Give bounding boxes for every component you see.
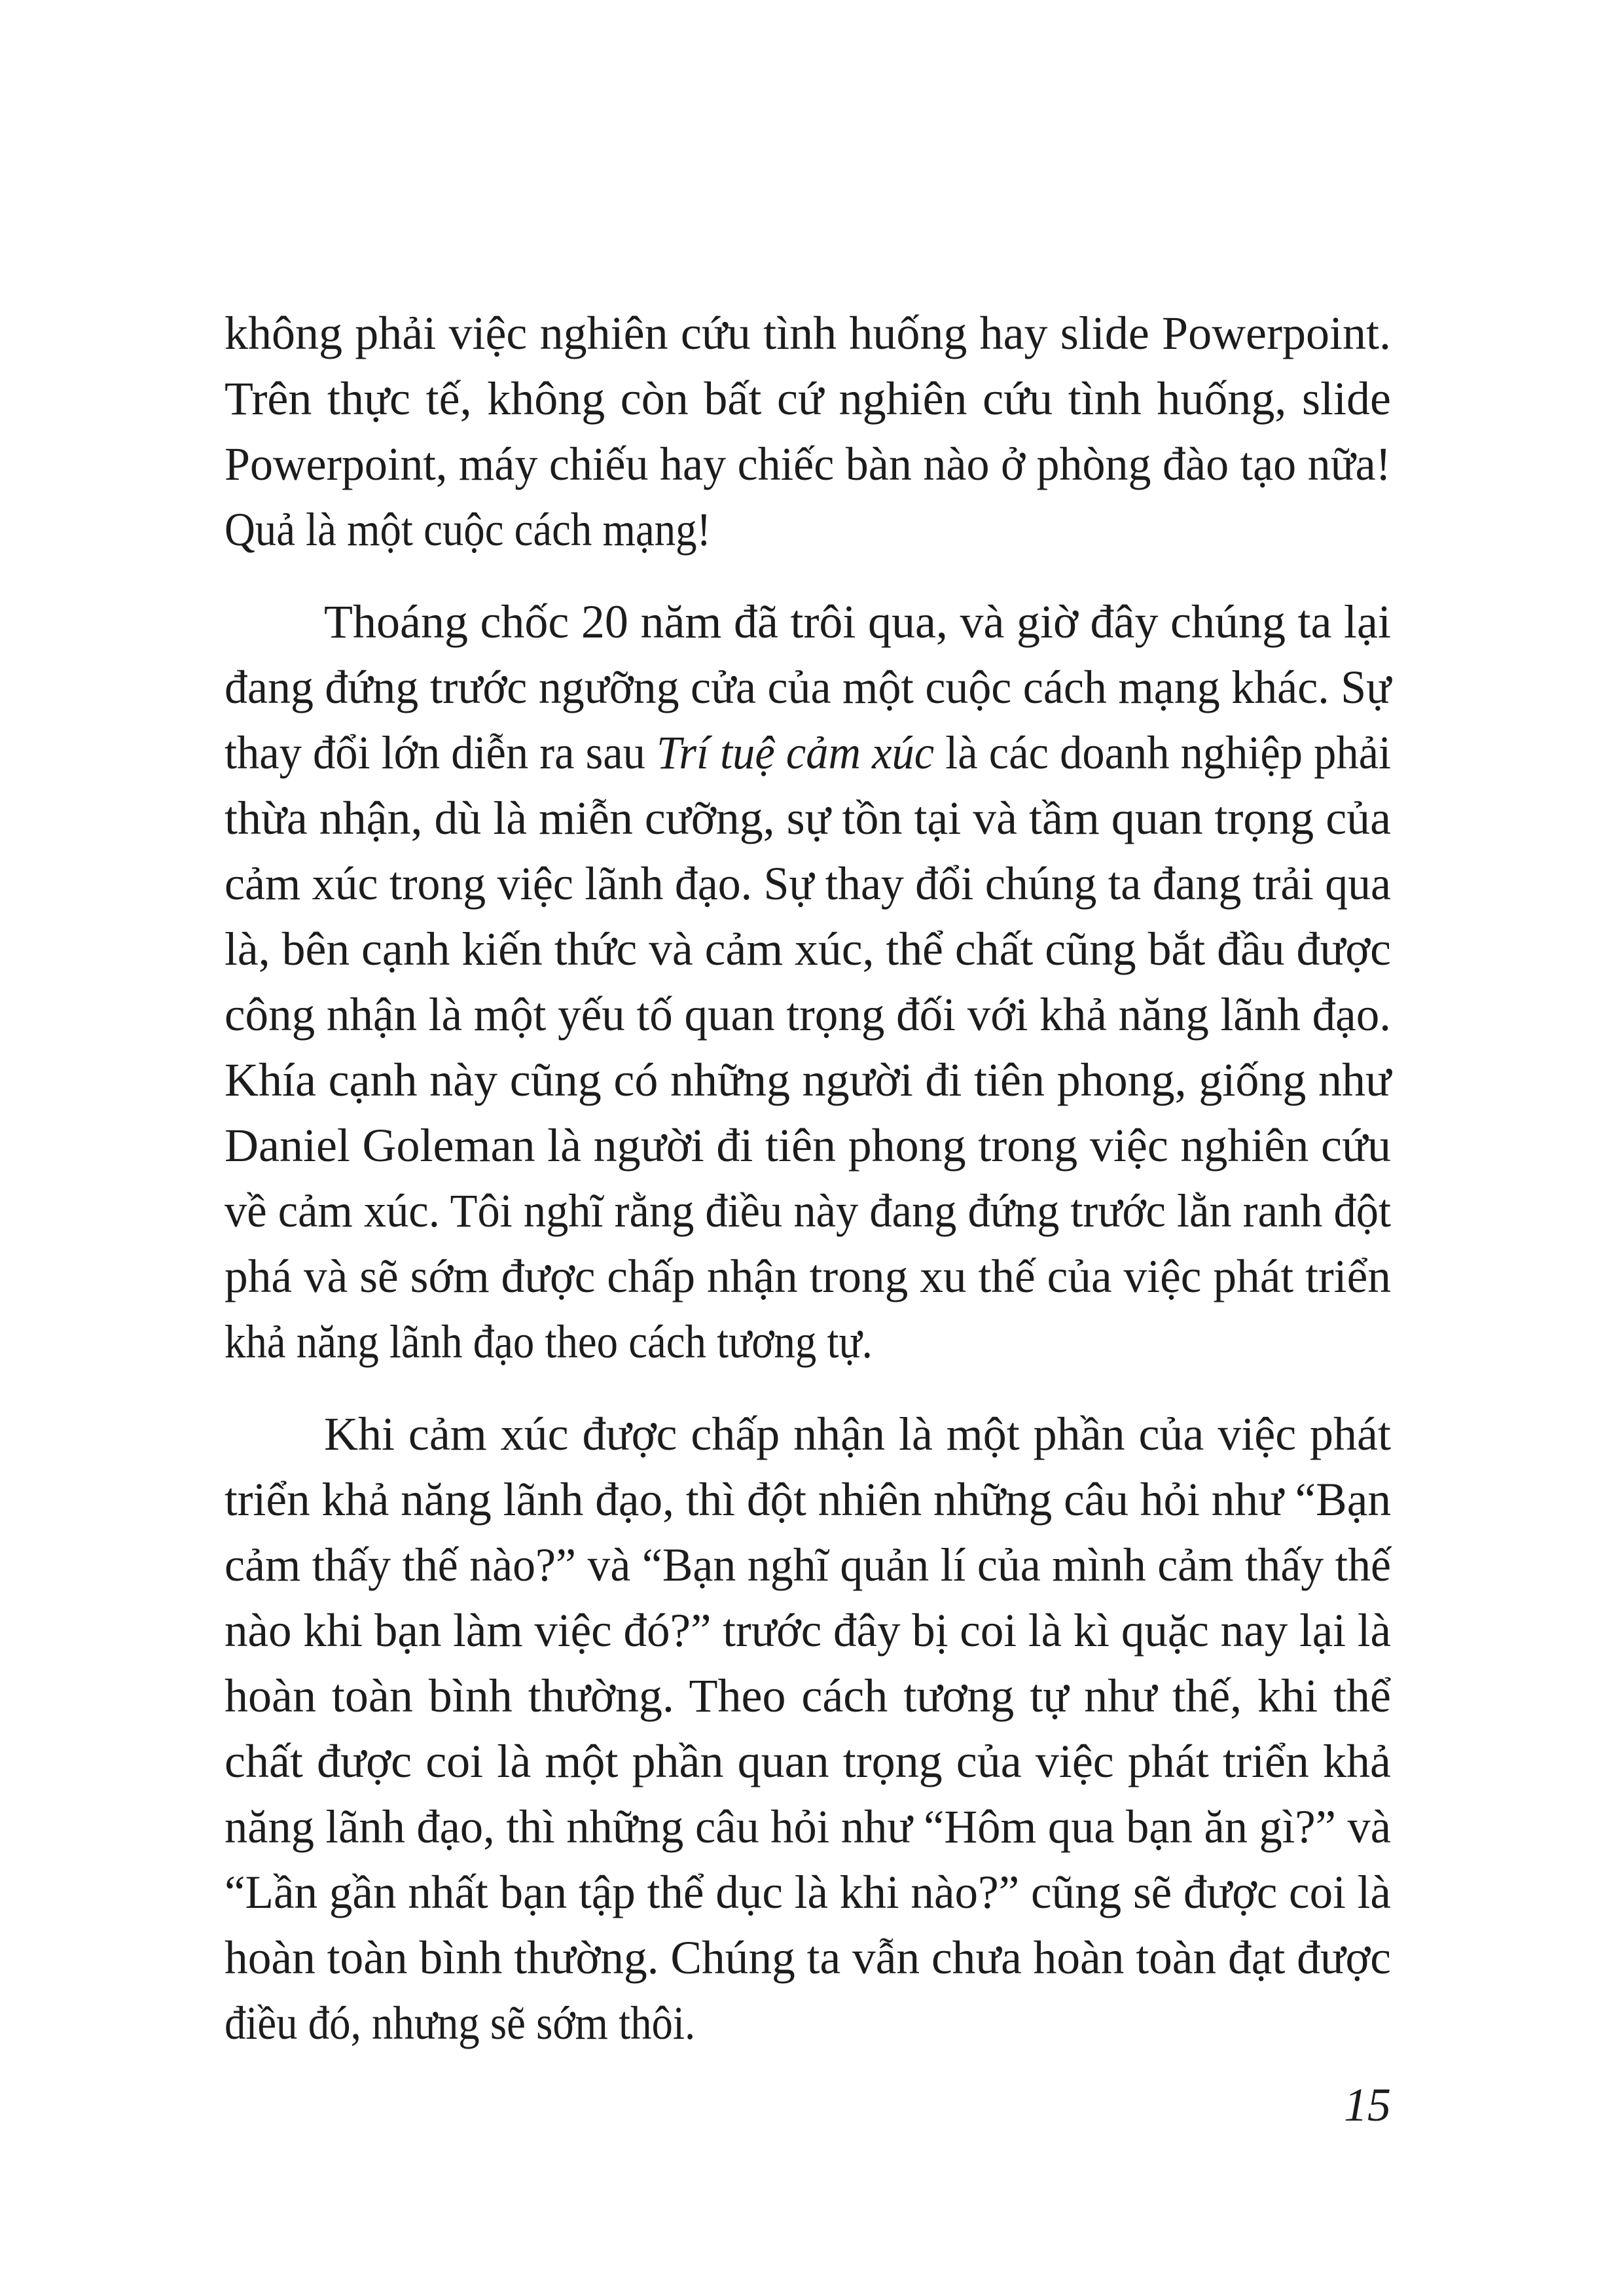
text-line [225, 1598, 1391, 1663]
text-line-content [225, 1663, 1391, 1729]
text-line [225, 1178, 1391, 1244]
text-line-content [225, 982, 1391, 1047]
text-line [225, 785, 1391, 851]
body-text [225, 0, 1391, 2296]
text-line-content [225, 1244, 1391, 1309]
text-line-content [225, 1309, 873, 1374]
text-line [225, 1401, 1391, 1467]
text-segment: phá và sẽ sớm được chấp nhận trong xu thế của việc phát triển [225, 1250, 1391, 1302]
text-line [225, 497, 1391, 562]
text-segment: Thoáng chốc 20 năm đã trôi qua, và giờ đây chúng ta lại [324, 596, 1391, 648]
text-segment: khả năng lãnh đạo theo cách tương tự. [225, 1316, 873, 1368]
text-line-content [225, 720, 1391, 785]
text-segment: năng lãnh đạo, thì những câu hỏi như “Hôm qua bạn ăn gì?” và [225, 1801, 1391, 1853]
text-segment: công nhận là một yếu tố quan trọng đối với khả năng lãnh đạo. [225, 988, 1391, 1041]
text-segment: hoàn toàn bình thường. Theo cách tương tự như thế, khi thể [225, 1670, 1391, 1722]
text-line-content [225, 1598, 1391, 1663]
text-segment: triển khả năng lãnh đạo, thì đột nhiên những câu hỏi như “Bạn [225, 1473, 1391, 1526]
text-segment: Khi cảm xúc được chấp nhận là một phần của việc phát [324, 1408, 1391, 1460]
text-segment: là, bên cạnh kiến thức và cảm xúc, thể chất cũng bắt đầu được [225, 923, 1391, 975]
text-line [225, 851, 1391, 916]
text-line [225, 431, 1391, 497]
text-line-content [225, 1532, 1391, 1598]
text-line-content [225, 497, 711, 562]
text-line [225, 1113, 1391, 1178]
text-line-content [225, 1859, 1391, 1925]
text-segment: Daniel Goleman là người đi tiên phong trong việc nghiên cứu [225, 1119, 1391, 1172]
text-line [225, 1925, 1391, 1990]
text-segment: thừa nhận, dù là miễn cưỡng, sự tồn tại và tầm quan trọng của [225, 792, 1391, 844]
text-line-content [225, 1113, 1391, 1178]
text-line [225, 366, 1391, 431]
text-line [225, 655, 1391, 720]
text-segment: về cảm xúc. Tôi nghĩ rằng điều này đang đứng trước lằn ranh đột [225, 1185, 1391, 1237]
page-number: 15 [1344, 2079, 1391, 2131]
text-segment: Khía cạnh này cũng có những người đi tiên phong, giống như [225, 1054, 1391, 1106]
text-segment: Powerpoint, máy chiếu hay chiếc bàn nào ở phòng đào tạo nữa! [225, 438, 1391, 490]
book-title-italic: Trí tuệ cảm xúc [657, 726, 935, 779]
text-line-content [225, 1467, 1391, 1532]
text-segment: hoàn toàn bình thường. Chúng ta vẫn chưa hoàn toàn đạt được [225, 1931, 1391, 1984]
text-segment: thay đổi lớn diễn ra sau [225, 726, 657, 779]
text-line-content [225, 916, 1391, 982]
text-line-content [225, 1729, 1391, 1794]
text-line [225, 916, 1391, 982]
text-line-content [324, 589, 1391, 655]
text-line-content [225, 1990, 695, 2056]
text-line [225, 720, 1391, 785]
text-segment: nào khi bạn làm việc đó?” trước đây bị coi là kì quặc nay lại là [225, 1604, 1391, 1657]
text-line [225, 300, 1391, 366]
text-line-content [225, 1925, 1391, 1990]
text-line-content [225, 1047, 1391, 1113]
text-segment: điều đó, nhưng sẽ sớm thôi. [225, 1997, 696, 2049]
text-line-content [225, 431, 1391, 497]
text-line [225, 1990, 1391, 2056]
text-segment: cảm thấy thế nào?” và “Bạn nghĩ quản lí của mình cảm thấy thế [225, 1539, 1391, 1591]
text-line-content [225, 366, 1391, 431]
text-line [225, 1309, 1391, 1374]
text-line-content [225, 785, 1391, 851]
text-segment: đang đứng trước ngưỡng cửa của một cuộc cách mạng khác. Sự [225, 661, 1391, 713]
text-line [225, 1729, 1391, 1794]
text-segment: cảm xúc trong việc lãnh đạo. Sự thay đổi chúng ta đang trải qua [225, 857, 1391, 910]
text-line [225, 589, 1391, 655]
text-line [225, 1467, 1391, 1532]
text-segment: là các doanh nghiệp phải [934, 726, 1391, 779]
text-line [225, 1794, 1391, 1859]
text-segment: Quả là một cuộc cách mạng! [225, 503, 712, 556]
text-segment: không phải việc nghiên cứu tình huống hay slide Powerpoint. [225, 307, 1391, 359]
text-line [225, 1532, 1391, 1598]
text-line-content [225, 300, 1391, 366]
text-line-content [225, 851, 1391, 916]
text-line [225, 1047, 1391, 1113]
text-segment: Trên thực tế, không còn bất cứ nghiên cứu tình huống, slide [225, 372, 1391, 425]
text-line [225, 1663, 1391, 1729]
text-segment: “Lần gần nhất bạn tập thể dục là khi nào?” cũng sẽ được coi là [225, 1866, 1391, 1918]
text-segment: chất được coi là một phần quan trọng của việc phát triển khả [225, 1735, 1391, 1787]
text-line-content [324, 1401, 1391, 1467]
text-line-content [225, 1794, 1391, 1859]
text-line [225, 1859, 1391, 1925]
text-line [225, 1244, 1391, 1309]
text-line [225, 982, 1391, 1047]
text-line-content [225, 1178, 1391, 1244]
text-line-content [225, 655, 1391, 720]
